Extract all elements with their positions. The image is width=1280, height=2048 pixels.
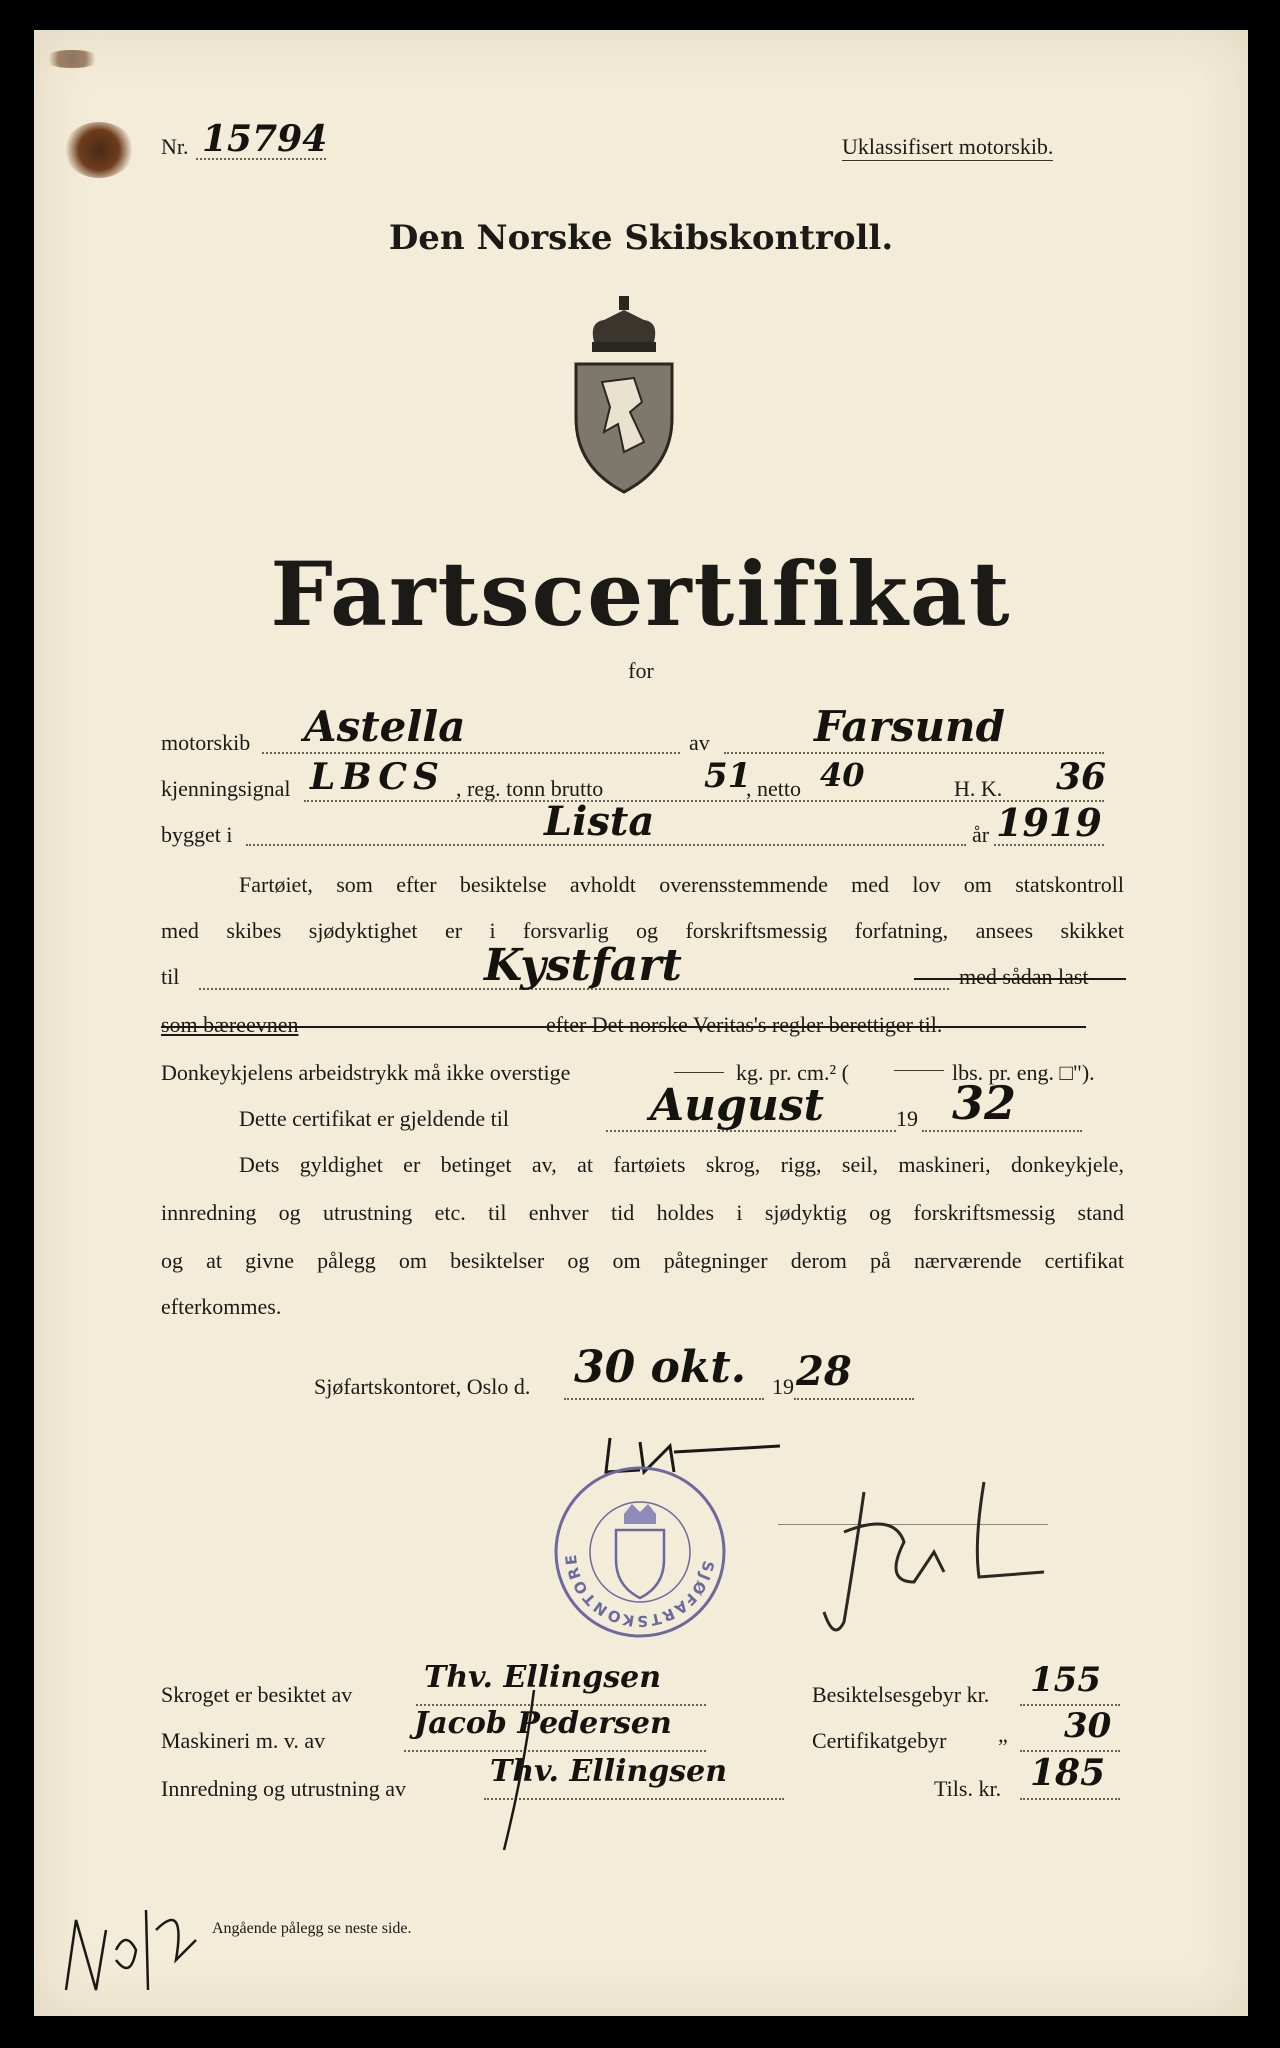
year-label: år [972, 822, 990, 847]
issued-date: 30 okt. [574, 1342, 747, 1393]
dash [894, 1070, 944, 1071]
call-sign: LBCS [310, 756, 446, 798]
ink-stain [64, 122, 134, 178]
body-text: efterkommes. [161, 1294, 282, 1319]
home-port-line [724, 752, 1104, 754]
valid-month: August [650, 1080, 824, 1131]
official-stamp [552, 1464, 728, 1640]
skrog-label: Skroget er besiktet av [161, 1682, 353, 1707]
donkey-text: Donkeykjelens arbeidstrykk må ikke overstige [161, 1060, 571, 1085]
issued-year-prefix: 19 [772, 1374, 794, 1399]
ship-name: Astella [304, 702, 466, 751]
stamp-text: SJØFARTSKONTORE [561, 1551, 718, 1631]
struck-text: med sådan last [959, 964, 1089, 989]
struck-text: som bæreevnen [161, 1012, 299, 1037]
coat-of-arms-icon [564, 292, 684, 500]
trade-value: Kystfart [484, 940, 682, 991]
built-year: 1919 [996, 800, 1102, 845]
av-label: av [689, 730, 710, 755]
hk-value: 36 [1056, 756, 1107, 798]
signal-label: kjenningsignal [161, 776, 291, 801]
til-label: til [161, 964, 180, 989]
netto-value: 40 [820, 756, 865, 794]
certifikat-ditto: „ [998, 1722, 1008, 1747]
inspector-bracket [384, 1670, 684, 1870]
total-line [1020, 1798, 1120, 1800]
valid-year-line [922, 1130, 1082, 1132]
hk-label: H. K. [954, 776, 1003, 801]
nr-value: 15794 [202, 118, 328, 160]
valid-year: 32 [952, 1076, 1017, 1130]
donkey-unit: lbs. pr. eng. □"). [952, 1060, 1095, 1085]
body-text: Dets gyldighet er betinget av, at fartøiets skrog, rigg, seil, maskineri, donkeykjele, [239, 1152, 1124, 1177]
for-label: for [628, 658, 654, 683]
issued-place: Sjøfartskontoret, Oslo d. [314, 1374, 531, 1399]
footer-note: Angående pålegg se neste side. [212, 1920, 412, 1937]
dash [674, 1072, 724, 1073]
innredning-inspector: Thv. Ellingsen [490, 1754, 728, 1789]
brutto-label: , reg. tonn brutto [456, 776, 604, 801]
strikethrough [161, 1026, 1086, 1028]
skrog-inspector: Thv. Ellingsen [424, 1660, 662, 1695]
certifikat-label: Certifikatgebyr [812, 1728, 947, 1753]
certificate-page [34, 30, 1248, 2016]
body-text: innredning og utrustning etc. til enhver tid holdes i sjødyktig og forskriftsmessig stand [161, 1200, 1124, 1225]
besiktelse-fee: 155 [1030, 1660, 1101, 1700]
ink-stain [42, 50, 102, 68]
strikethrough [914, 978, 1126, 980]
body-text: og at givne pålegg om besiktelser og om påtegninger derom på nærværende certifikat [161, 1248, 1124, 1273]
body-text: Fartøiet, som efter besiktelse avholdt overensstemmende med lov om statskontroll [239, 872, 1124, 897]
besiktelse-label: Besiktelsesgebyr kr. [812, 1682, 990, 1707]
donkey-unit: kg. pr. cm.² ( [736, 1060, 849, 1085]
org-name: Den Norske Skibskontroll. [388, 218, 894, 258]
valid-year-prefix: 19 [896, 1106, 918, 1131]
netto-label: , netto [746, 776, 801, 801]
total-label: Tils. kr. [934, 1776, 1002, 1801]
bygget-label: bygget i [161, 822, 233, 847]
signal-line [304, 800, 1104, 802]
issued-date-line [564, 1398, 764, 1400]
certificate-title: Fartscertifikat [270, 542, 1012, 646]
home-port: Farsund [814, 702, 1005, 751]
classification: Uklassifisert motorskib. [842, 134, 1054, 159]
struck-text: efter Det norske Veritas's regler berettiger til. [546, 1012, 943, 1037]
innredning-label: Innredning og utrustning av [161, 1776, 407, 1801]
maskineri-label: Maskineri m. v. av [161, 1728, 326, 1753]
official-signature [804, 1472, 1064, 1652]
motorskib-label: motorskib [161, 730, 251, 755]
ship-name-line [262, 752, 680, 754]
issued-year-line [794, 1398, 914, 1400]
built-place: Lista [544, 798, 655, 845]
maskineri-inspector: Jacob Pedersen [414, 1706, 672, 1741]
nr-label: Nr. [161, 134, 189, 159]
margin-signature [56, 1900, 206, 2000]
brutto-value: 51 [704, 756, 752, 796]
built-year-line [994, 844, 1104, 846]
issued-year: 28 [796, 1348, 852, 1395]
total-fee: 185 [1030, 1752, 1106, 1794]
certifikat-fee: 30 [1064, 1706, 1112, 1746]
body-text: med skibes sjødyktighet er i forsvarlig og forskriftsmessig forfatning, ansees skikket [161, 918, 1124, 943]
valid-label: Dette certifikat er gjeldende til [239, 1106, 509, 1131]
